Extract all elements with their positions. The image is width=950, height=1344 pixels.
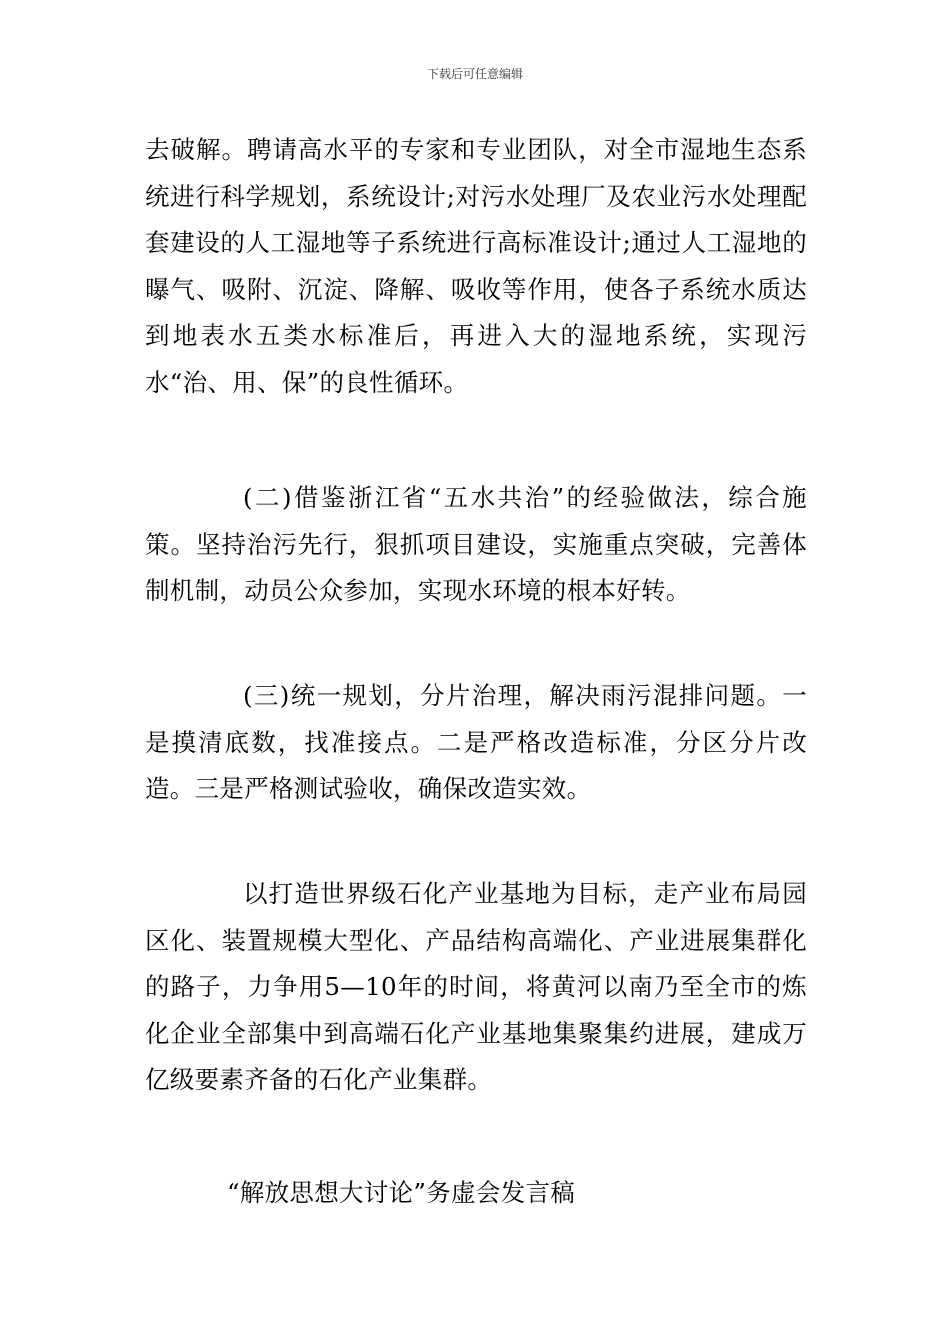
page-header-note: 下载后可任意编辑 xyxy=(426,67,523,81)
next-document-title: “解放思想大讨论”务虚会发言稿 xyxy=(227,1178,576,1207)
body-paragraph-3: (三)统一规划，分片治理，解决雨污混排问题。一是摸清底数，找准接点。二是严格改造标准，分区分片改造。三是严格测试验收，确保改造实效。 xyxy=(145,681,807,803)
body-paragraph-4: 以打造世界级石化产业基地为目标，走产业布局园区化、装置规模大型化、产品结构高端化、产业进展集群化的路子，力争用5—10年的时间，将黄河以南乃至全市的炼化企业全部集中到高端石化产业基地集聚集约进展，建成万亿级要素齐备的石化产业集群。 xyxy=(145,879,807,1094)
body-paragraph-2: (二)借鉴浙江省“五水共治”的经验做法，综合施策。坚持治污先行，狠抓项目建设，实施重点突破，完善体制机制，动员公众参加，实现水环境的根本好转。 xyxy=(145,483,807,605)
body-paragraph-1: 去破解。聘请高水平的专家和专业团队，对全市湿地生态系统进行科学规划，系统设计;对污水处理厂及农业污水处理配套建设的人工湿地等子系统进行高标准设计;通过人工湿地的曝气、吸附、沉淀、降解、吸收等作用，使各子系统水质达到地表水五类水标准后，再进入大的湿地系统，实现污水“治、用、保”的良性循环。 xyxy=(145,135,807,397)
